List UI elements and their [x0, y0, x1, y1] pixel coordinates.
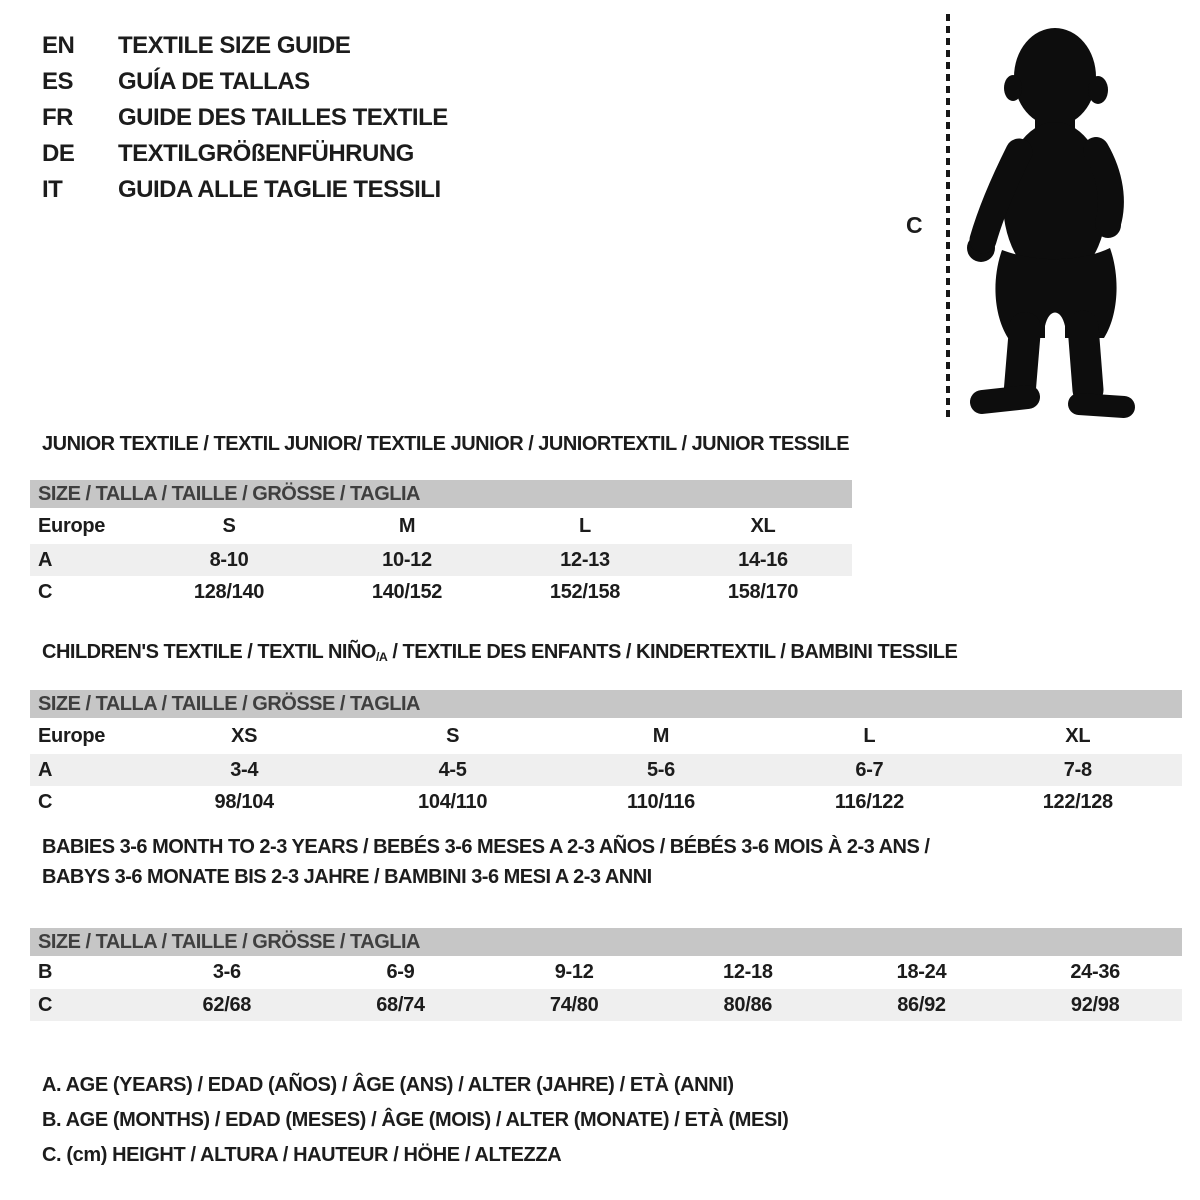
- guide-title-fr: GUIDE DES TAILLES TEXTILE: [118, 104, 448, 131]
- language-code: IT: [42, 176, 63, 203]
- height-measure-label: C: [906, 212, 923, 238]
- table-cell: 116/122: [834, 791, 904, 813]
- size-l: L: [579, 514, 591, 537]
- language-row-it: [42, 172, 448, 208]
- guide-title-de: TEXTILGRÖßENFÜHRUNG: [118, 140, 414, 167]
- table-cell: 152/158: [549, 581, 621, 603]
- row-key: A: [38, 548, 53, 571]
- junior-section-title: JUNIOR TEXTILE / TEXTIL JUNIOR/ TEXTILE JUNIOR / JUNIORTEXTIL / JUNIOR TESSILE: [42, 433, 850, 455]
- children-size-table: [30, 690, 1182, 819]
- language-code: DE: [42, 140, 75, 167]
- size-s: S: [222, 514, 236, 537]
- row-key: A: [38, 758, 53, 781]
- row-key: C: [38, 791, 53, 813]
- junior-header-row: [30, 508, 852, 544]
- language-row-fr: [42, 100, 448, 136]
- junior-age-row: [30, 544, 852, 576]
- row-key: B: [38, 961, 53, 983]
- table-cell: 6-9: [386, 961, 415, 983]
- toddler-silhouette-icon: [962, 20, 1144, 420]
- babies-section-title: [42, 832, 942, 892]
- junior-size-header-bar: SIZE / TALLA / TAILLE / GRÖSSE / TAGLIA: [30, 480, 852, 508]
- language-code: ES: [42, 68, 74, 95]
- table-cell: 86/92: [897, 993, 946, 1016]
- table-cell: 24-36: [1070, 961, 1120, 983]
- table-cell: 18-24: [896, 961, 947, 983]
- legend-age-years: A. AGE (YEARS) / EDAD (AÑOS) / ÂGE (ANS) / ALTER (JAHRE) / ETÀ (ANNI): [42, 1074, 734, 1096]
- table-cell: 128/140: [193, 581, 265, 603]
- guide-title-es: GUÍA DE TALLAS: [118, 68, 310, 95]
- babies-height-row: [30, 989, 1182, 1021]
- babies-title-line2: BABYS 3-6 MONATE BIS 2-3 JAHRE / BAMBINI 3-6 MESI A 2-3 ANNI: [42, 866, 652, 888]
- table-cell: 92/98: [1070, 993, 1120, 1016]
- size-l: L: [863, 724, 876, 747]
- legend-age-months: B. AGE (MONTHS) / EDAD (MESES) / ÂGE (MOIS) / ALTER (MONATE) / ETÀ (MESI): [42, 1109, 789, 1131]
- language-code: FR: [42, 104, 73, 131]
- table-cell: 8-10: [209, 548, 249, 571]
- table-cell: 110/116: [626, 791, 695, 813]
- guide-title-en: TEXTILE SIZE GUIDE: [118, 32, 351, 59]
- size-xs: XS: [231, 724, 258, 747]
- table-cell: 3-6: [212, 961, 241, 983]
- children-title-sub: /A: [375, 650, 388, 665]
- table-cell: 4-5: [438, 758, 467, 781]
- table-cell: 122/128: [1042, 791, 1113, 813]
- children-age-row: [30, 754, 1182, 786]
- children-section-title: [42, 641, 957, 664]
- junior-size-table: [30, 480, 852, 609]
- region-label: Europe: [38, 724, 106, 747]
- table-cell: 62/68: [202, 993, 252, 1016]
- size-xl: XL: [750, 514, 776, 537]
- table-cell: 12-18: [723, 961, 773, 983]
- size-m: M: [652, 724, 670, 747]
- children-header-row: [30, 718, 1182, 754]
- table-cell: 5-6: [646, 758, 675, 781]
- babies-months-row: [30, 956, 1182, 989]
- table-cell: 10-12: [382, 548, 432, 571]
- table-cell: 12-13: [560, 548, 610, 571]
- table-cell: 9-12: [554, 961, 594, 983]
- language-row-en: [42, 28, 448, 64]
- row-key: C: [38, 993, 53, 1016]
- region-label: Europe: [38, 514, 106, 537]
- row-key: C: [38, 581, 53, 603]
- legend-block: [42, 1068, 788, 1173]
- size-xl: XL: [1065, 724, 1091, 747]
- legend-height-cm: C. (cm) HEIGHT / ALTURA / HAUTEUR / HÖHE / ALTEZZA: [42, 1144, 562, 1166]
- junior-height-row: [30, 576, 852, 609]
- babies-size-header-bar: SIZE / TALLA / TAILLE / GRÖSSE / TAGLIA: [30, 928, 1182, 956]
- children-title-suffix: / TEXTILE DES ENFANTS / KINDERTEXTIL / BAMBINI TESSILE: [387, 641, 958, 663]
- guide-title-it: GUIDA ALLE TAGLIE TESSILI: [118, 176, 441, 203]
- table-cell: 158/170: [727, 581, 799, 603]
- table-cell: 7-8: [1063, 758, 1092, 781]
- table-cell: 14-16: [738, 548, 788, 571]
- table-cell: 74/80: [549, 993, 599, 1016]
- language-code: EN: [42, 32, 75, 59]
- babies-title-line1: BABIES 3-6 MONTH TO 2-3 YEARS / BEBÉS 3-6 MESES A 2-3 AÑOS / BÉBÉS 3-6 MOIS À 2-3 ANS /: [42, 836, 930, 858]
- language-row-de: [42, 136, 448, 172]
- children-title-prefix: CHILDREN'S TEXTILE / TEXTIL NIÑO: [42, 641, 376, 663]
- table-cell: 104/110: [418, 791, 488, 813]
- table-cell: 80/86: [723, 993, 773, 1016]
- size-s: S: [446, 724, 460, 747]
- language-title-list: [42, 28, 448, 208]
- children-height-row: [30, 786, 1182, 819]
- language-row-es: [42, 64, 448, 100]
- size-m: M: [398, 514, 416, 537]
- table-cell: 6-7: [855, 758, 884, 781]
- height-measure-dashed-line: [946, 14, 950, 418]
- table-cell: 68/74: [376, 993, 425, 1016]
- table-cell: 140/152: [371, 581, 443, 603]
- table-cell: 3-4: [230, 758, 259, 781]
- babies-size-table: [30, 928, 1182, 1021]
- children-size-header-bar: SIZE / TALLA / TAILLE / GRÖSSE / TAGLIA: [30, 690, 1182, 718]
- table-cell: 98/104: [214, 791, 274, 813]
